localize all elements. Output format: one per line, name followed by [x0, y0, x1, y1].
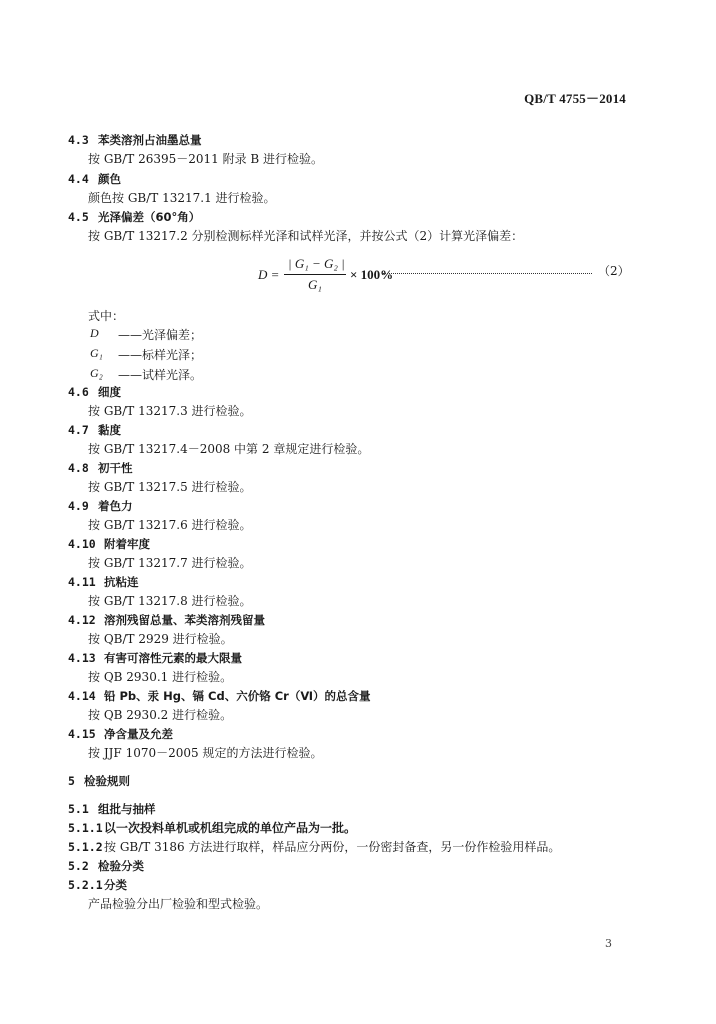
section-4-12-heading [68, 612, 265, 628]
section-number: 4.7 [68, 423, 89, 437]
section-number: 4.8 [68, 461, 89, 475]
section-title: 溶剂残留总量、苯类溶剂残留量 [104, 613, 265, 627]
section-title: 黏度 [98, 423, 121, 437]
section-title: 着色力 [98, 499, 133, 513]
variable-symbol: G₂ [90, 366, 103, 380]
equation-number: （2） [598, 264, 630, 278]
section-title: 检验分类 [98, 859, 144, 873]
section-number: 4.11 [68, 575, 96, 589]
section-4-13-body: 按 QB 2930.1 进行检验。 [88, 670, 233, 684]
fraction-bar [284, 274, 346, 275]
variable-symbol: G₁ [90, 346, 103, 360]
section-title: 初干性 [98, 461, 133, 475]
section-4-6-body: 按 GB/T 13217.3 进行检验。 [88, 404, 252, 418]
section-4-11-body: 按 GB/T 13217.8 进行检验。 [88, 594, 252, 608]
page-number: 3 [605, 937, 612, 950]
section-4-6-heading [68, 384, 121, 400]
section-number: 4.5 [68, 210, 89, 224]
section-4-5-heading [68, 209, 200, 225]
section-4-12-body: 按 QB/T 2929 进行检验。 [88, 632, 233, 646]
section-title: 颜色 [98, 172, 121, 186]
section-title: 铅 Pb、汞 Hg、镉 Cd、六价铬 Cr（Ⅵ）的总含量 [104, 689, 371, 703]
formula-numerator: | G₁ − G₂ | [288, 256, 345, 271]
section-title: 分类 [104, 878, 127, 892]
section-number: 4.3 [68, 133, 89, 147]
section-5-1-1 [68, 820, 356, 836]
section-4-15-body: 按 JJF 1070－2005 规定的方法进行检验。 [88, 746, 323, 760]
section-4-7-body: 按 GB/T 13217.4－2008 中第 2 章规定进行检验。 [88, 442, 370, 456]
section-number: 4.13 [68, 651, 96, 665]
section-4-13-heading [68, 650, 242, 666]
variable-description: ——标样光泽； [118, 348, 203, 362]
section-title: 净含量及允差 [104, 727, 173, 741]
section-4-4-body: 颜色按 GB/T 13217.1 进行检验。 [88, 191, 276, 205]
section-title: 苯类溶剂占油墨总量 [98, 133, 202, 147]
dot-leader [382, 264, 592, 274]
variable-description: ——光泽偏差； [118, 328, 203, 342]
section-4-3-body: 按 GB/T 26395－2011 附录 B 进行检验。 [88, 152, 324, 166]
section-number: 5.2 [68, 859, 89, 873]
section-4-4-heading [68, 171, 121, 187]
section-text: 以一次投料单机或机组完成的单位产品为一批。 [104, 821, 357, 835]
section-5-heading [68, 773, 130, 789]
section-4-11-heading [68, 574, 139, 590]
section-number: 5.1 [68, 802, 89, 816]
variable-symbol: D [90, 326, 99, 340]
section-4-9-body: 按 GB/T 13217.6 进行检验。 [88, 518, 252, 532]
section-4-14-body: 按 QB 2930.2 进行检验。 [88, 708, 233, 722]
section-5-1-heading [68, 801, 156, 817]
section-title: 检验规则 [84, 774, 130, 788]
section-number: 4.4 [68, 172, 89, 186]
section-5-2-1-heading [68, 877, 127, 893]
formula-denominator: G₁ [308, 277, 322, 292]
section-title: 附着牢度 [104, 537, 150, 551]
formula-lhs: D = [258, 267, 280, 282]
section-4-10-heading [68, 536, 150, 552]
section-title: 光泽偏差（60°角） [98, 210, 201, 224]
section-number: 4.10 [68, 537, 96, 551]
section-number: 4.12 [68, 613, 96, 627]
section-number: 4.6 [68, 385, 89, 399]
section-4-8-heading [68, 460, 133, 476]
section-4-5-body: 按 GB/T 13217.2 分别检测标样光泽和试样光泽，并按公式（2）计算光泽偏差： [88, 229, 524, 243]
section-4-7-heading [68, 422, 121, 438]
section-title: 有害可溶性元素的最大限量 [104, 651, 242, 665]
section-number: 4.14 [68, 689, 96, 703]
section-number: 5.2.1 [68, 878, 103, 892]
section-text: 按 GB/T 3186 方法进行取样，样品应分两份，一份密封备查，另一份作检验用样品。 [104, 840, 561, 854]
where-label: 式中： [88, 309, 125, 323]
section-4-8-body: 按 GB/T 13217.5 进行检验。 [88, 480, 252, 494]
section-4-14-heading [68, 688, 370, 704]
section-4-15-heading [68, 726, 173, 742]
document-code: QB/T 4755－2014 [524, 91, 626, 106]
section-4-10-body: 按 GB/T 13217.7 进行检验。 [88, 556, 252, 570]
section-number: 5.1.2 [68, 840, 103, 854]
formula-multiplier: × 100% [350, 267, 394, 282]
section-5-2-heading [68, 858, 144, 874]
section-number: 4.15 [68, 727, 96, 741]
section-5-1-2 [68, 839, 560, 855]
section-5-2-1-body: 产品检验分出厂检验和型式检验。 [88, 897, 269, 911]
section-number: 5 [68, 774, 75, 788]
section-title: 细度 [98, 385, 121, 399]
section-title: 组批与抽样 [98, 802, 156, 816]
section-title: 抗粘连 [104, 575, 139, 589]
section-number: 4.9 [68, 499, 89, 513]
section-number: 5.1.1 [68, 821, 103, 835]
section-4-9-heading [68, 498, 133, 514]
variable-description: ——试样光泽。 [118, 368, 203, 382]
section-4-3-heading [68, 132, 202, 148]
